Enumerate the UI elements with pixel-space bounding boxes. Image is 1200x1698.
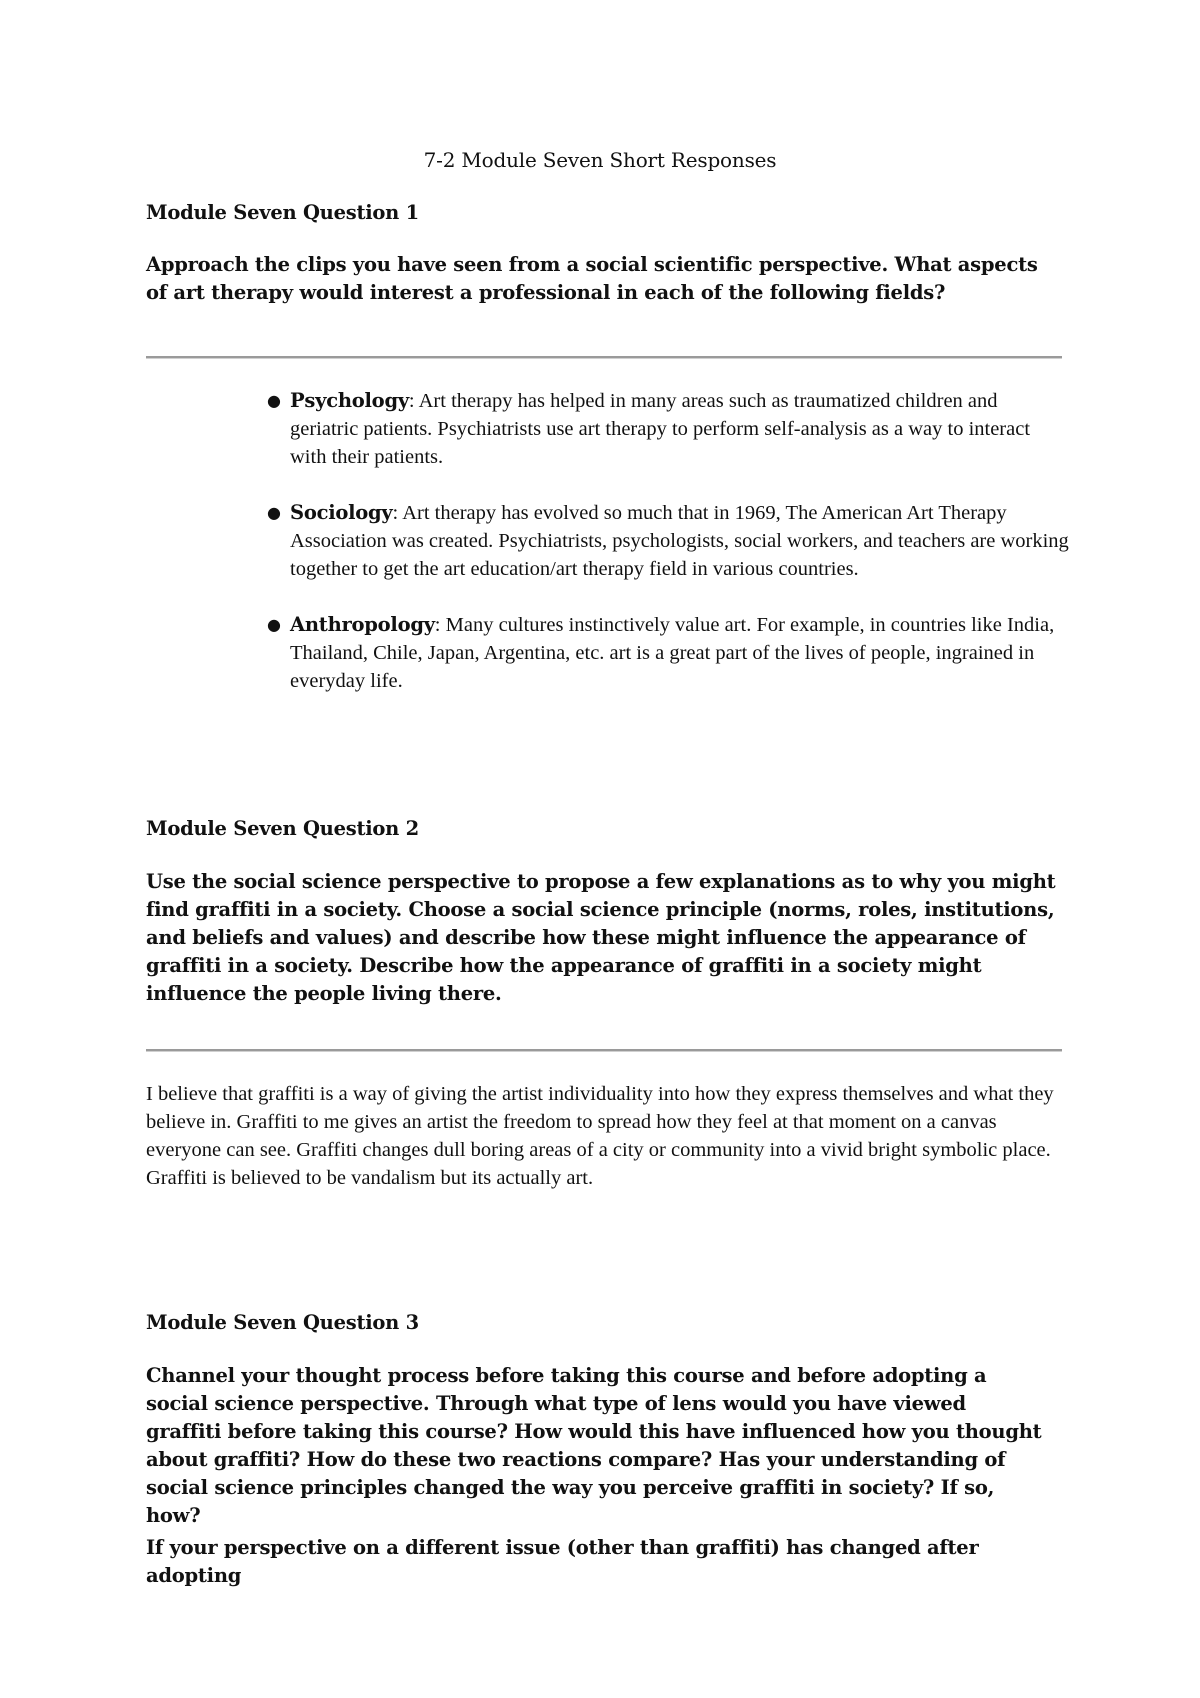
field-description: : Many cultures instinctively value art. For example, in countries like India, Thailand, Chile, Japan, Argentina, etc. art is a great part of the lives of people, ingrained in everyday life. [290,614,1055,692]
list-item [267,611,1070,695]
question-3-heading: Module Seven Question 3 [146,1311,419,1334]
bullet-icon: ● [267,391,281,410]
document-title: 7-2 Module Seven Short Responses [423,148,777,172]
field-term: Sociology [290,501,393,524]
list-item [267,499,1070,583]
question-2-heading: Module Seven Question 2 [146,817,419,840]
field-description: : Art therapy has evolved so much that in 1969, The American Art Therapy Association was created. Psychiatrists, psychologists, social workers, and teachers are working together to get the art education/art therapy field in various countries. [290,502,1069,580]
answer-divider-2 [146,1049,1062,1052]
question-3-prompt: Channel your thought process before taking this course and before adopting a social science perspective. Through what type of lens would you have viewed graffiti before taking this course? How would this have influenced how you thought about graffiti? How do these two reactions compare? Has your understanding of social science principles changed the way you perceive graffiti in society? If so, how? [146,1364,1042,1527]
question-1-answer-list [267,387,1070,723]
answer-divider-1 [146,356,1062,359]
field-term: Psychology [290,389,409,412]
field-description: : Art therapy has helped in many areas such as traumatized children and geriatric patients. Psychiatrists use art therapy to perform self-analysis as a way to interact with their patients. [290,390,1031,468]
bullet-icon: ● [267,615,281,634]
field-term: Anthropology [290,613,435,636]
question-2-prompt: Use the social science perspective to propose a few explanations as to why you might find graffiti in a society. Choose a social science principle (norms, roles, institutions, and beliefs and values) and describe how these might influence the appearance of graffiti in a society. Describe how the appearance of graffiti in a society might influence the people living there. [146,870,1056,1005]
question-3-followup: If your perspective on a different issue (other than graffiti) has changed after adopting [146,1536,979,1587]
list-item [267,387,1070,471]
question-2-answer: I believe that graffiti is a way of giving the artist individuality into how they express themselves and what they believe in. Graffiti to me gives an artist the freedom to spread how they feel at that moment on a canvas everyone can see. Graffiti changes dull boring areas of a city or community into a vivid bright symbolic place. Graffiti is believed to be vandalism but its actually art. [146,1083,1054,1189]
question-1-prompt: Approach the clips you have seen from a social scientific perspective. What aspects of art therapy would interest a professional in each of the following fields? [146,253,1038,304]
bullet-icon: ● [267,503,281,522]
question-1-heading: Module Seven Question 1 [146,201,419,224]
